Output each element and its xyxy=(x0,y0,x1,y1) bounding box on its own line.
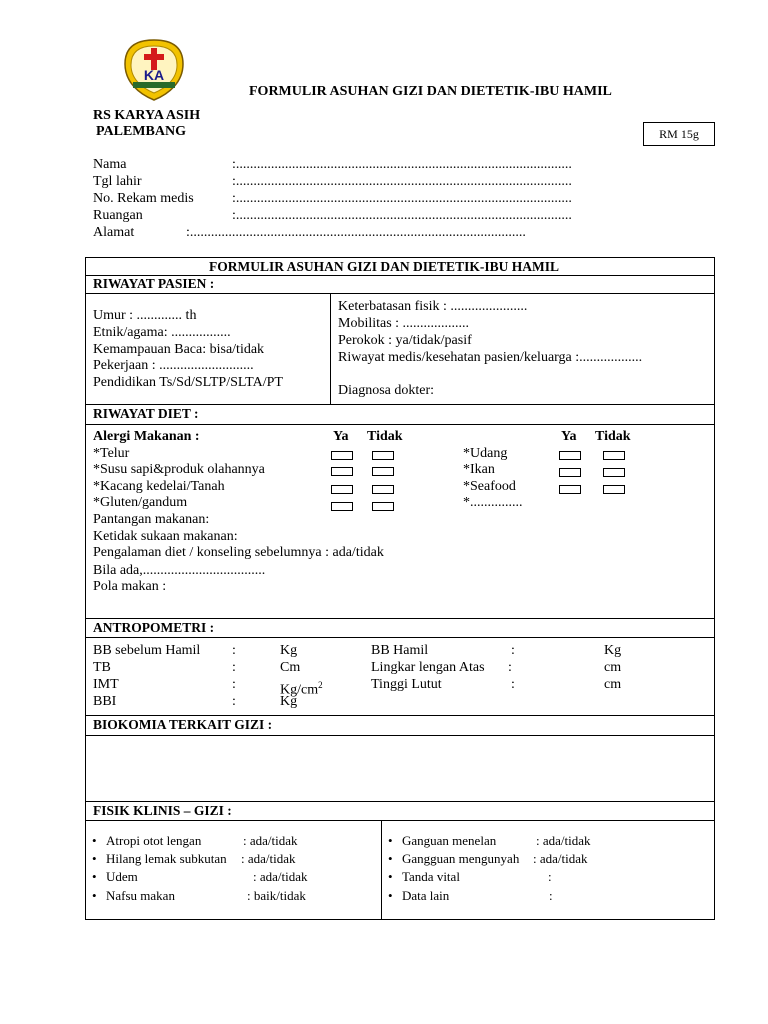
divider xyxy=(85,715,715,716)
anthro-unit-tinggi-lutut: cm xyxy=(604,677,622,692)
allergy-tidak-header-2: Tidak xyxy=(595,429,631,444)
identity-label-tgl-lahir: Tgl lahir xyxy=(93,174,142,189)
checkbox-susu-tidak[interactable] xyxy=(372,467,394,476)
klinis-label-nafsu: Nafsu makan xyxy=(106,888,175,903)
anthro-unit-bb-hamil: Kg xyxy=(604,643,622,658)
bullet-icon: • xyxy=(92,869,97,884)
checkbox-ikan-ya[interactable] xyxy=(559,468,581,477)
checkbox-seafood-tidak[interactable] xyxy=(603,485,625,494)
identity-field-tgl-lahir[interactable]: :................................................................................................ xyxy=(232,174,572,189)
anthro-label-imt: IMT xyxy=(93,677,119,692)
anthro-colon: : xyxy=(232,643,236,658)
patient-mobilitas[interactable]: Mobilitas : ................... xyxy=(338,316,470,331)
klinis-label-udem: Udem xyxy=(106,869,138,884)
checkbox-kacang-ya[interactable] xyxy=(331,485,353,494)
identity-field-ruangan[interactable]: :................................................................................................ xyxy=(232,208,572,223)
diet-ketidaksukaan[interactable]: Ketidak sukaan makanan: xyxy=(93,529,238,544)
anthro-label-bb-sebelum: BB sebelum Hamil xyxy=(93,643,201,658)
riwayat-pasien-heading: RIWAYAT PASIEN : xyxy=(93,276,215,291)
patient-diagnosa-dokter[interactable]: Diagnosa dokter: xyxy=(338,383,435,398)
bullet-icon: • xyxy=(388,869,393,884)
klinis-label-data-lain: Data lain xyxy=(402,888,450,903)
anthro-unit-imt: $Kg/cm^2$ xyxy=(280,680,323,698)
checkbox-telur-ya[interactable] xyxy=(331,451,353,460)
klinis-label-atropi: Atropi otot lengan xyxy=(106,833,202,848)
checkbox-telur-tidak[interactable] xyxy=(372,451,394,460)
anthro-label-lila: Lingkar lengan Atas xyxy=(371,660,485,675)
column-divider xyxy=(330,293,331,404)
diet-bila-ada[interactable]: Bila ada,................................... xyxy=(93,563,266,578)
identity-label-rekam-medis: No. Rekam medis xyxy=(93,191,194,206)
bullet-icon: • xyxy=(92,851,97,866)
identity-field-alamat[interactable]: :................................................................................................ xyxy=(186,225,526,240)
fisik-klinis-heading: FISIK KLINIS – GIZI : xyxy=(93,803,232,818)
anthro-colon: : xyxy=(508,660,512,675)
rm-code-box xyxy=(643,122,715,146)
patient-pendidikan[interactable]: Pendidikan Ts/Sd/SLTP/SLTA/PT xyxy=(93,375,283,390)
checkbox-kacang-tidak[interactable] xyxy=(372,485,394,494)
divider xyxy=(85,820,715,821)
allergy-tidak-header: Tidak xyxy=(367,429,403,444)
allergy-item-seafood: *Seafood xyxy=(463,479,516,494)
bullet-icon: • xyxy=(388,888,393,903)
klinis-label-mengunyah: Gangguan mengunyah xyxy=(402,851,520,866)
diet-pengalaman[interactable]: Pengalaman diet / konseling sebelumnya : ada/tidak xyxy=(93,545,384,560)
allergy-item-udang: *Udang xyxy=(463,446,508,461)
table-title: FORMULIR ASUHAN GIZI DAN DIETETIK-IBU HAMIL xyxy=(209,259,559,274)
patient-pekerjaan[interactable]: Pekerjaan : ........................... xyxy=(93,358,254,373)
identity-field-rekam-medis[interactable]: :................................................................................................ xyxy=(232,191,572,206)
klinis-value-udem[interactable]: : ada/tidak xyxy=(253,869,308,884)
anthro-colon: : xyxy=(232,660,236,675)
bullet-icon: • xyxy=(92,888,97,903)
klinis-label-lemak: Hilang lemak subkutan xyxy=(106,851,227,866)
divider xyxy=(85,293,715,294)
checkbox-ikan-tidak[interactable] xyxy=(603,468,625,477)
checkbox-gluten-ya[interactable] xyxy=(331,502,353,511)
allergy-item-telur: *Telur xyxy=(93,446,130,461)
anthro-label-tb: TB xyxy=(93,660,111,675)
antropometri-heading: ANTROPOMETRI : xyxy=(93,620,215,635)
identity-label-ruangan: Ruangan xyxy=(93,208,143,223)
bullet-icon: • xyxy=(92,833,97,848)
allergy-item-other[interactable]: *............... xyxy=(463,495,523,510)
patient-keterbatasan-fisik[interactable]: Keterbatasan fisik : ...................... xyxy=(338,299,528,314)
riwayat-diet-heading: RIWAYAT DIET : xyxy=(93,406,199,421)
klinis-value-mengunyah[interactable]: : ada/tidak xyxy=(533,851,588,866)
allergy-item-gluten: *Gluten/gandum xyxy=(93,495,188,510)
anthro-label-bbi: BBI xyxy=(93,694,117,709)
allergy-item-susu: *Susu sapi&produk olahannya xyxy=(93,462,265,477)
alergi-makanan-label: Alergi Makanan : xyxy=(93,429,200,444)
patient-umur[interactable]: Umur : ............. th xyxy=(93,308,197,323)
klinis-value-data-lain[interactable]: : xyxy=(549,888,553,903)
checkbox-udang-tidak[interactable] xyxy=(603,451,625,460)
form-title: FORMULIR ASUHAN GIZI DAN DIETETIK-IBU HAMIL xyxy=(249,84,612,99)
identity-field-nama[interactable]: :................................................................................................ xyxy=(232,157,572,172)
anthro-label-tinggi-lutut: Tinggi Lutut xyxy=(371,677,442,692)
hospital-city: PALEMBANG xyxy=(96,124,186,139)
anthro-colon: : xyxy=(511,643,515,658)
hospital-logo xyxy=(121,38,187,102)
bullet-icon: • xyxy=(388,833,393,848)
biokimia-heading: BIOKOMIA TERKAIT GIZI : xyxy=(93,717,273,732)
klinis-label-tanda-vital: Tanda vital xyxy=(402,869,460,884)
divider xyxy=(85,404,715,405)
anthro-label-bb-hamil: BB Hamil xyxy=(371,643,429,658)
klinis-value-atropi[interactable]: : ada/tidak xyxy=(243,833,298,848)
divider xyxy=(85,801,715,802)
hospital-name: RS KARYA ASIH xyxy=(93,108,201,123)
identity-label-alamat: Alamat xyxy=(93,225,135,240)
rm-code: RM 15g xyxy=(659,127,699,141)
logo-letters: KA xyxy=(143,67,165,83)
column-divider xyxy=(381,820,382,920)
identity-label-nama: Nama xyxy=(93,157,127,172)
patient-etnik-agama[interactable]: Etnik/agama: ................. xyxy=(93,325,231,340)
patient-riwayat-medis[interactable]: Riwayat medis/kesehatan pasien/keluarga :.................. xyxy=(338,350,643,365)
klinis-label-menelan: Ganguan menelan xyxy=(402,833,497,848)
allergy-item-ikan: *Ikan xyxy=(463,462,495,477)
divider xyxy=(85,618,715,619)
klinis-value-lemak[interactable]: : ada/tidak xyxy=(241,851,296,866)
checkbox-gluten-tidak[interactable] xyxy=(372,502,394,511)
patient-kemampuan-baca[interactable]: Kemampauan Baca: bisa/tidak xyxy=(93,342,265,357)
checkbox-udang-ya[interactable] xyxy=(559,451,581,460)
klinis-value-tanda-vital[interactable]: : xyxy=(548,869,552,884)
bullet-icon: • xyxy=(388,851,393,866)
divider xyxy=(85,424,715,425)
anthro-unit-bbi: Kg xyxy=(280,694,298,709)
anthro-unit-bb-sebelum: Kg xyxy=(280,643,298,658)
allergy-ya-header: Ya xyxy=(333,429,349,444)
patient-perokok[interactable]: Perokok : ya/tidak/pasif xyxy=(338,333,472,348)
checkbox-susu-ya[interactable] xyxy=(331,467,353,476)
anthro-unit-lila: cm xyxy=(604,660,622,675)
klinis-value-nafsu[interactable]: : baik/tidak xyxy=(247,888,306,903)
anthro-unit-tb: Cm xyxy=(280,660,301,675)
diet-pola-makan[interactable]: Pola makan : xyxy=(93,579,167,594)
diet-pantangan[interactable]: Pantangan makanan: xyxy=(93,512,210,527)
anthro-colon: : xyxy=(232,677,236,692)
anthro-colon: : xyxy=(232,694,236,709)
anthro-colon: : xyxy=(511,677,515,692)
klinis-value-menelan[interactable]: : ada/tidak xyxy=(536,833,591,848)
checkbox-seafood-ya[interactable] xyxy=(559,485,581,494)
allergy-item-kacang: *Kacang kedelai/Tanah xyxy=(93,479,225,494)
divider xyxy=(85,637,715,638)
divider xyxy=(85,735,715,736)
allergy-ya-header-2: Ya xyxy=(561,429,577,444)
